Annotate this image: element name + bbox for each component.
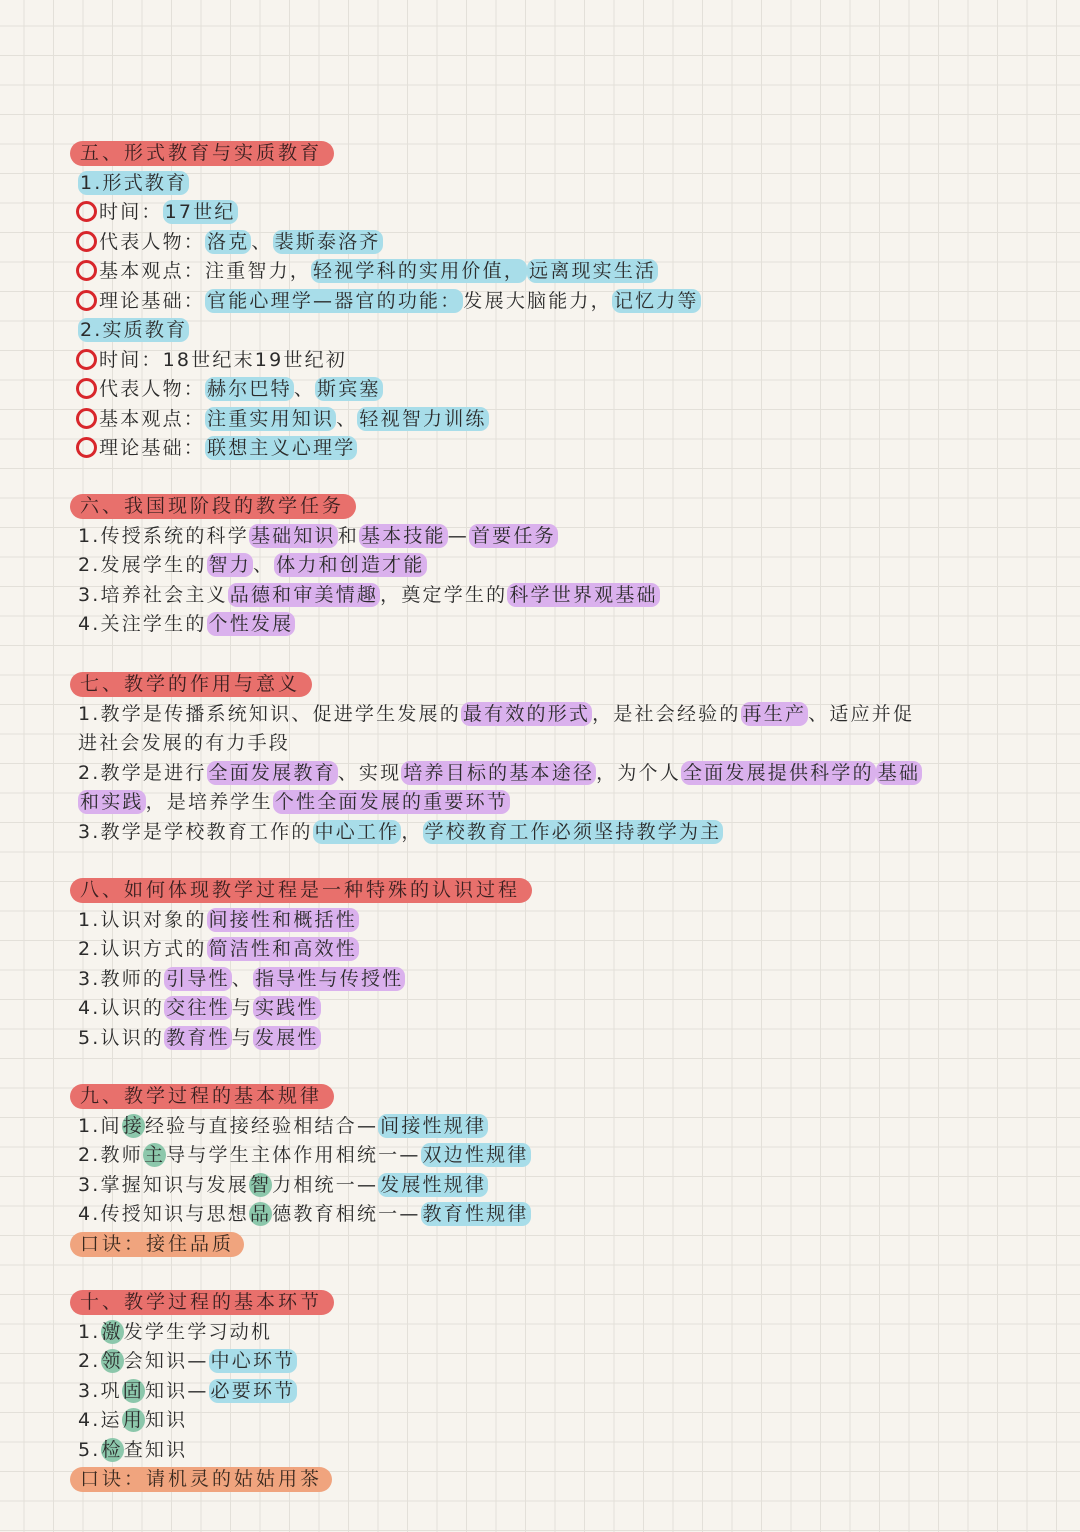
list-item [70, 522, 1030, 552]
highlight: 指导性与传授性 [254, 967, 404, 990]
text: 1.教学是传播系统知识、促进学生发展的 [78, 702, 461, 725]
text: ，是培养学生 [145, 791, 273, 813]
highlight: 基本技能 [360, 524, 446, 547]
highlight: 必要环节 [210, 1379, 296, 1402]
list-item [70, 1112, 1030, 1142]
section-7 [70, 670, 1030, 847]
highlight: 基础 [877, 761, 921, 784]
text: ，是社会经验的 [592, 702, 741, 725]
list-item [70, 906, 1030, 936]
highlight: 品德和审美情趣 [229, 583, 379, 606]
sub-heading-text: 1.形式教育 [80, 171, 188, 194]
highlight: 注重实用知识 [207, 407, 335, 430]
highlight: 教育性 [166, 1026, 230, 1049]
bullet-label: 代表人物： [99, 378, 206, 400]
highlight: 中心环节 [210, 1350, 296, 1372]
highlight: 记忆力等 [613, 289, 699, 312]
list-item [70, 700, 1030, 730]
key-char-highlight: 激 [101, 1320, 123, 1343]
text: 3.培养社会主义 [78, 583, 228, 606]
bullet-label: 理论基础： [99, 289, 206, 312]
text: 进社会发展的有力手段 [78, 732, 291, 754]
text: 知识— [144, 1379, 209, 1402]
red-circle-icon [76, 290, 97, 311]
text: 2. [78, 1350, 101, 1372]
bullet-item [70, 228, 1030, 258]
list-item [70, 581, 1030, 611]
highlight: 中心工作 [314, 820, 400, 843]
highlight: 全面发展提供科学的 [682, 761, 874, 784]
text: 3.教师的 [78, 967, 165, 990]
text: 会知识— [123, 1350, 209, 1372]
text: 1. [78, 1320, 101, 1343]
section-title: 五、形式教育与实质教育 [70, 141, 334, 166]
highlight: 个性全面发展的重要环节 [274, 791, 509, 813]
text: 德教育相统一— [272, 1203, 421, 1225]
text: 发学生学习动机 [123, 1320, 273, 1343]
section-9 [70, 1082, 1030, 1259]
text: 、实现 [337, 761, 402, 784]
bullet-label: 基本观点： [99, 260, 206, 282]
section-title: 八、如何体现教学过程是一种特殊的认识过程 [70, 878, 532, 903]
key-char-highlight: 领 [101, 1350, 123, 1372]
text: ，为个人 [596, 761, 681, 784]
highlight: 全面发展教育 [208, 761, 336, 784]
text: 发展大脑能力， [463, 289, 612, 312]
list-item [70, 1406, 1030, 1436]
bullet-item [70, 257, 1030, 287]
highlight: 17世纪 [164, 201, 236, 223]
highlight: 科学世界观基础 [509, 583, 658, 606]
red-circle-icon [76, 260, 97, 281]
list-item-continued [70, 788, 1030, 818]
highlight: 智力 [208, 554, 251, 576]
text: 经验与直接经验相结合— [144, 1114, 379, 1137]
section-title: 十、教学过程的基本环节 [70, 1290, 334, 1315]
highlight: 官能心理学—器官的功能： [207, 289, 462, 312]
key-char-highlight: 用 [122, 1409, 144, 1431]
highlight: 和实践 [80, 791, 144, 813]
text: 5.认识的 [78, 1026, 165, 1049]
key-char-highlight: 检 [101, 1438, 123, 1461]
text: 3.巩 [78, 1379, 122, 1402]
text: 5. [78, 1438, 101, 1461]
highlight: 联想主义心理学 [207, 437, 356, 459]
highlight: 实践性 [254, 997, 319, 1019]
text: 注重智力， [205, 260, 312, 282]
key-char-highlight: 主 [143, 1144, 166, 1166]
text: 4.传授知识与思想 [78, 1203, 249, 1225]
text: 2.认识方式的 [78, 938, 207, 960]
list-item [70, 1318, 1030, 1348]
highlight: 远离现实生活 [529, 260, 657, 282]
list-item [70, 759, 1030, 789]
bullet-label: 时间： [99, 348, 163, 371]
bullet-item [70, 198, 1030, 228]
text: 1.间 [78, 1114, 122, 1137]
section-title: 九、教学过程的基本规律 [70, 1084, 334, 1109]
highlight: 再生产 [742, 702, 807, 725]
text: 2.教师 [78, 1144, 143, 1166]
red-circle-icon [76, 378, 97, 399]
section-8 [70, 876, 1030, 1053]
highlight: 洛克 [207, 230, 250, 253]
red-circle-icon [76, 201, 97, 222]
highlight: 赫尔巴特 [207, 378, 292, 400]
list-item [70, 1024, 1030, 1054]
text: 4.认识的 [78, 997, 165, 1019]
list-item [70, 1347, 1030, 1377]
sub-heading [70, 169, 1030, 199]
text: 、 [252, 554, 275, 576]
text: 与 [231, 1026, 253, 1049]
text: ， [401, 820, 423, 843]
highlight: 间接性规律 [380, 1114, 487, 1137]
key-char-highlight: 品 [249, 1203, 272, 1225]
text: 查知识 [123, 1438, 188, 1461]
text: 3.教学是学校教育工作的 [78, 820, 313, 843]
text: 2.发展学生的 [78, 554, 207, 576]
red-circle-icon [76, 349, 97, 370]
highlight: 交往性 [166, 997, 230, 1019]
text: 、适应并促 [808, 702, 915, 725]
list-item [70, 1377, 1030, 1407]
highlight: 斯宾塞 [317, 378, 381, 400]
text: 知识 [144, 1409, 188, 1431]
section-title: 六、我国现阶段的教学任务 [70, 494, 356, 519]
text: 力相统一— [272, 1173, 379, 1196]
text: 与 [231, 997, 253, 1019]
section-6 [70, 492, 1030, 640]
text: 、 [251, 230, 273, 253]
section-5 [70, 139, 1030, 464]
highlight: 轻视学科的实用价值， [313, 260, 526, 282]
text: 、 [231, 967, 253, 990]
highlight: 教育性规律 [422, 1203, 529, 1225]
mnemonic: 口诀：接住品质 [70, 1232, 244, 1257]
list-item [70, 1436, 1030, 1466]
highlight: 培养目标的基本途径 [403, 761, 595, 784]
bullet-item [70, 346, 1030, 376]
section-10 [70, 1288, 1030, 1495]
bullet-label: 理论基础： [99, 437, 206, 459]
key-char-highlight: 智 [249, 1173, 272, 1196]
highlight: 轻视智力训练 [359, 407, 487, 430]
highlight: 个性发展 [208, 613, 294, 635]
text: 3.掌握知识与发展 [78, 1173, 249, 1196]
text: 2.教学是进行 [78, 761, 207, 784]
list-item [70, 1141, 1030, 1171]
list-item-continued [70, 729, 1030, 759]
bullet-item [70, 287, 1030, 317]
list-item [70, 1171, 1030, 1201]
list-item [70, 818, 1030, 848]
sub-heading [70, 316, 1030, 346]
list-item [70, 551, 1030, 581]
mnemonic: 口诀：请机灵的姑姑用茶 [70, 1467, 332, 1492]
highlight: 引导性 [166, 967, 230, 990]
text: 1.认识对象的 [78, 908, 207, 931]
bullet-item [70, 405, 1030, 435]
text: 、 [336, 407, 358, 430]
list-item [70, 935, 1030, 965]
highlight: 双边性规律 [422, 1144, 529, 1166]
red-circle-icon [76, 437, 97, 458]
list-item [70, 1200, 1030, 1230]
text: — [447, 524, 469, 547]
highlight: 发展性 [254, 1026, 319, 1049]
text: 1.传授系统的科学 [78, 524, 249, 547]
highlight: 裴斯泰洛齐 [274, 230, 381, 253]
highlight: 间接性和概括性 [208, 908, 357, 931]
text: 4.运 [78, 1409, 122, 1431]
list-item [70, 965, 1030, 995]
section-title: 七、教学的作用与意义 [70, 672, 312, 697]
sub-heading-text: 2.实质教育 [80, 319, 188, 341]
text: 4.关注学生的 [78, 613, 207, 635]
bullet-label: 时间： [99, 201, 163, 223]
text: 导与学生主体作用相统一— [166, 1144, 421, 1166]
bullet-label: 代表人物： [99, 230, 206, 253]
bullet-label: 基本观点： [99, 407, 206, 430]
list-item [70, 994, 1030, 1024]
highlight: 体力和创造才能 [276, 554, 425, 576]
key-char-highlight: 固 [122, 1379, 144, 1402]
text: 18世纪末19世纪初 [162, 348, 347, 371]
red-circle-icon [76, 408, 97, 429]
highlight: 最有效的形式 [462, 702, 591, 725]
bullet-item [70, 375, 1030, 405]
text: 、 [293, 378, 316, 400]
text: 和 [337, 524, 359, 547]
red-circle-icon [76, 231, 97, 252]
highlight: 基础知识 [250, 524, 336, 547]
text: ，奠定学生的 [380, 583, 508, 606]
key-char-highlight: 接 [122, 1114, 144, 1137]
highlight: 学校教育工作必须坚持教学为主 [424, 820, 722, 843]
list-item [70, 610, 1030, 640]
bullet-item [70, 434, 1030, 464]
highlight: 首要任务 [470, 524, 556, 547]
highlight: 简洁性和高效性 [208, 938, 357, 960]
highlight: 发展性规律 [380, 1173, 487, 1196]
